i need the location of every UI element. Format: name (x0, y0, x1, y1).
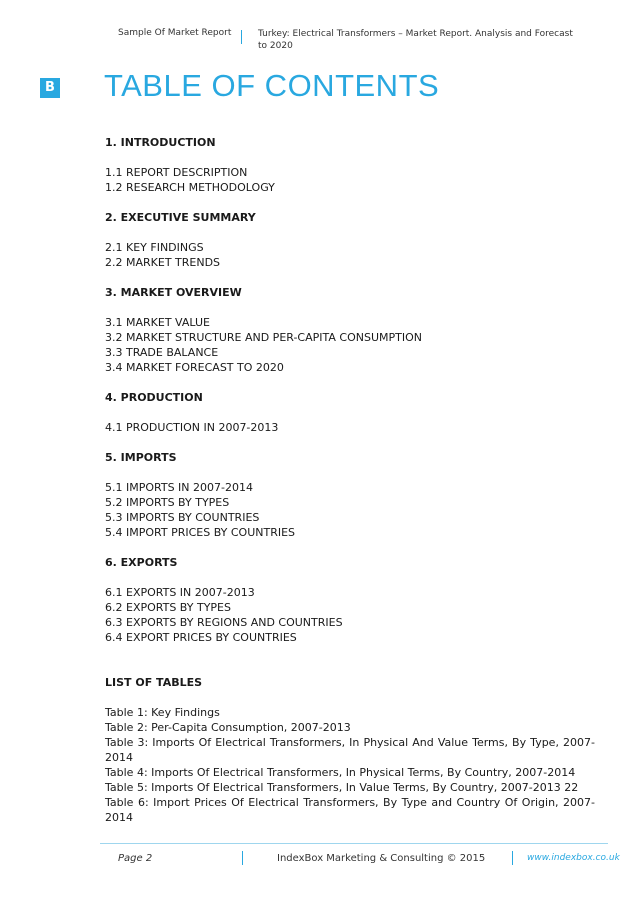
toc-section-heading[interactable]: 5. IMPORTS (105, 451, 177, 464)
page-title: TABLE OF CONTENTS (104, 68, 440, 103)
toc-item[interactable]: 2.2 MARKET TRENDS (105, 256, 221, 269)
table-list-item[interactable]: Table 2: Per-Capita Consumption, 2007-2013 (105, 721, 351, 734)
toc-item[interactable]: 3.4 MARKET FORECAST TO 2020 (105, 361, 284, 374)
footer-website-link[interactable]: www.indexbox.co.uk (527, 853, 620, 863)
toc-section (105, 450, 595, 540)
toc-item[interactable]: 1.1 REPORT DESCRIPTION (105, 166, 248, 179)
table-of-contents (105, 135, 595, 825)
header-divider (241, 30, 242, 44)
header-report-type: Sample Of Market Report (118, 28, 232, 38)
toc-section-heading[interactable]: 2. EXECUTIVE SUMMARY (105, 211, 256, 224)
table-list-item[interactable]: Table 1: Key Findings (105, 706, 220, 719)
toc-item[interactable]: 5.1 IMPORTS IN 2007-2014 (105, 481, 253, 494)
toc-sections (105, 135, 595, 645)
toc-item[interactable]: 6.1 EXPORTS IN 2007-2013 (105, 586, 255, 599)
brand-logo-icon: B (40, 78, 60, 98)
toc-item[interactable]: 4.1 PRODUCTION IN 2007-2013 (105, 421, 279, 434)
table-list-item[interactable]: Table 6: Import Prices Of Electrical Transformers, By Type and Country Of Origin, 2007-2014 (105, 796, 595, 824)
table-list-item[interactable]: Table 5: Imports Of Electrical Transformers, In Value Terms, By Country, 2007-2013 22 (105, 781, 579, 794)
toc-section-heading[interactable]: 6. EXPORTS (105, 556, 178, 569)
footer-separator (242, 851, 243, 865)
toc-section-heading[interactable]: 3. MARKET OVERVIEW (105, 286, 242, 299)
toc-section (105, 390, 595, 435)
toc-item[interactable]: 3.3 TRADE BALANCE (105, 346, 219, 359)
page-number: Page 2 (118, 853, 153, 864)
footer-company: IndexBox Marketing & Consulting © 2015 (277, 853, 486, 864)
footer-divider (100, 843, 608, 844)
list-of-tables-heading: LIST OF TABLES (105, 676, 203, 689)
header-report-title: Turkey: Electrical Transformers – Market Report. Analysis and Forecast to 2020 (258, 29, 573, 51)
toc-section (105, 555, 595, 645)
toc-item[interactable]: 6.2 EXPORTS BY TYPES (105, 601, 231, 614)
table-list-item[interactable]: Table 3: Imports Of Electrical Transformers, In Physical And Value Terms, By Type, 2007-2014 (105, 736, 595, 764)
toc-item[interactable]: 3.1 MARKET VALUE (105, 316, 210, 329)
toc-item[interactable]: 3.2 MARKET STRUCTURE AND PER-CAPITA CONSUMPTION (105, 331, 422, 344)
toc-item[interactable]: 5.2 IMPORTS BY TYPES (105, 496, 230, 509)
toc-section-heading[interactable]: 1. INTRODUCTION (105, 136, 216, 149)
toc-item[interactable]: 1.2 RESEARCH METHODOLOGY (105, 181, 275, 194)
toc-item[interactable]: 2.1 KEY FINDINGS (105, 241, 204, 254)
toc-item[interactable]: 6.3 EXPORTS BY REGIONS AND COUNTRIES (105, 616, 343, 629)
table-list-item[interactable]: Table 4: Imports Of Electrical Transformers, In Physical Terms, By Country, 2007-2014 (105, 766, 576, 779)
toc-item[interactable]: 6.4 EXPORT PRICES BY COUNTRIES (105, 631, 297, 644)
toc-section (105, 135, 595, 195)
toc-item[interactable]: 5.4 IMPORT PRICES BY COUNTRIES (105, 526, 296, 539)
toc-section-heading[interactable]: 4. PRODUCTION (105, 391, 203, 404)
toc-section (105, 210, 595, 270)
footer-separator (512, 851, 513, 865)
toc-section (105, 285, 595, 375)
list-of-tables (105, 705, 595, 825)
toc-item[interactable]: 5.3 IMPORTS BY COUNTRIES (105, 511, 260, 524)
